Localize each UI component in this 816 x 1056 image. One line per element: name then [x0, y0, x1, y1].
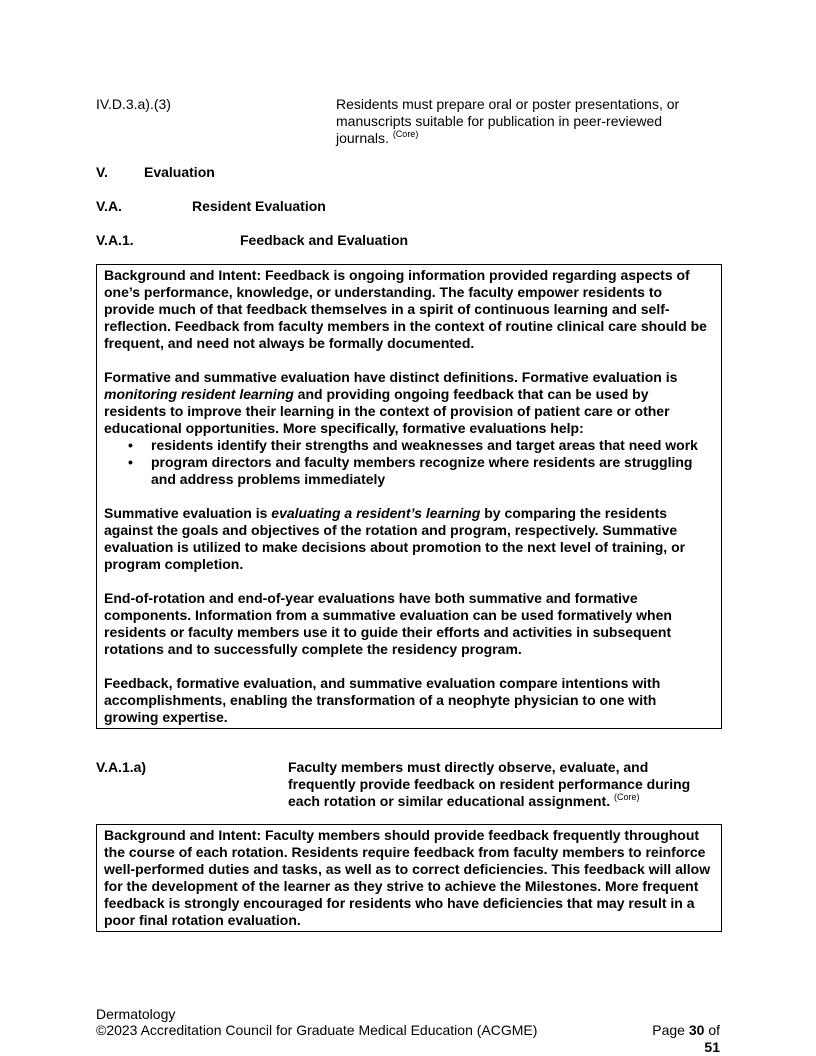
core-tag: (Core)	[392, 129, 419, 139]
page-of: of	[708, 1022, 720, 1038]
footer-copyright: ©2023 Accreditation Council for Graduate Medical Education (ACGME)	[96, 1022, 538, 1038]
section-text-ivd3a3	[336, 96, 716, 147]
box1-paragraph-3	[104, 505, 714, 573]
box1-p2-emphasis: monitoring resident learning	[104, 386, 294, 402]
box1-p3-start: Summative evaluation is	[104, 505, 272, 521]
bullet-text: residents identify their strengths and weaknesses and target areas that need work	[151, 437, 698, 453]
heading-v-title: Evaluation	[144, 164, 215, 180]
bullet-text: program directors and faculty members recognize where residents are struggling and address problems immediately	[151, 454, 693, 487]
box1-paragraph-2	[104, 369, 714, 437]
box1-paragraph-4: End-of-rotation and end-of-year evaluations have both summative and formative components. Information from a summative evaluation can be used formatively when residents or faculty members use it to guide their efforts and activities in subsequent rotations and to successfully complete the residency program.	[104, 590, 672, 657]
heading-va1-title: Feedback and Evaluation	[240, 232, 409, 248]
box1-p2-end: and providing ongoing feedback that can be used by residents to improve their learning in the context of provision of patient care or other educational opportunities. More specifically, formative evaluations help:	[104, 386, 670, 436]
box1-paragraph-1: Background and Intent: Feedback is ongoing information provided regarding aspects of one’s performance, knowledge, or understanding. The faculty empower residents to provide much of that feedback themselves in a spirit of continuous learning and self-reflection. Feedback from faculty members in the context of routine clinical care should be frequent, and need not always be formally documented.	[104, 267, 707, 351]
heading-va-number: V.A.	[96, 198, 122, 214]
box1-paragraph-5: Feedback, formative evaluation, and summative evaluation compare intentions with accomplishments, enabling the transformation of a neophyte physician to one with growing expertise.	[104, 675, 661, 725]
core-tag: (Core)	[613, 792, 640, 802]
section-number-ivd3a3: IV.D.3.a).(3)	[96, 96, 171, 112]
section-body-va1a: Faculty members must directly observe, evaluate, and frequently provide feedback on resident performance during each rotation or similar educational assignment.	[288, 759, 691, 809]
box1-bullet-list	[104, 437, 714, 488]
section-number-va1a: V.A.1.a)	[96, 759, 147, 775]
box2-paragraph-1: Background and Intent: Faculty members should provide feedback frequently throughout the course of each rotation. Residents require feedback from faculty members to reinforce well-performed duties and tasks, as well as to correct deficiencies. This feedback will allow for the development of the learner as they strive to achieve the Milestones. More frequent feedback is strongly encouraged for residents who have deficiencies that may result in a poor final rotation evaluation.	[104, 827, 711, 928]
box1-p3-end: by comparing the residents against the goals and objectives of the rotation and program, respectively. Summative evaluation is utilized to make decisions about promotion to the next level of training, or program completion.	[104, 505, 686, 572]
box1-p3-emphasis: evaluating a resident’s learning	[271, 505, 481, 521]
section-text-va1a	[288, 759, 716, 810]
page-current: 30	[688, 1022, 705, 1038]
footer-specialty: Dermatology	[96, 1006, 176, 1022]
heading-va1-number: V.A.1.	[96, 232, 134, 248]
background-intent-box-2	[96, 824, 722, 932]
bullet-icon: •	[128, 454, 133, 470]
bullet-icon: •	[128, 437, 133, 453]
box1-p2-start: Formative and summative evaluation have distinct definitions. Formative evaluation is	[104, 369, 678, 385]
list-item	[104, 437, 714, 454]
page-label: Page	[652, 1022, 685, 1038]
section-body-ivd3a3: Residents must prepare oral or poster presentations, or manuscripts suitable for publication in peer-reviewed journals.	[336, 96, 680, 146]
list-item	[104, 454, 714, 488]
page-total: 51	[704, 1039, 720, 1055]
page-number	[637, 1022, 720, 1056]
background-intent-box-1	[96, 264, 722, 729]
heading-va-title: Resident Evaluation	[192, 198, 326, 214]
heading-v-number: V.	[96, 164, 108, 180]
